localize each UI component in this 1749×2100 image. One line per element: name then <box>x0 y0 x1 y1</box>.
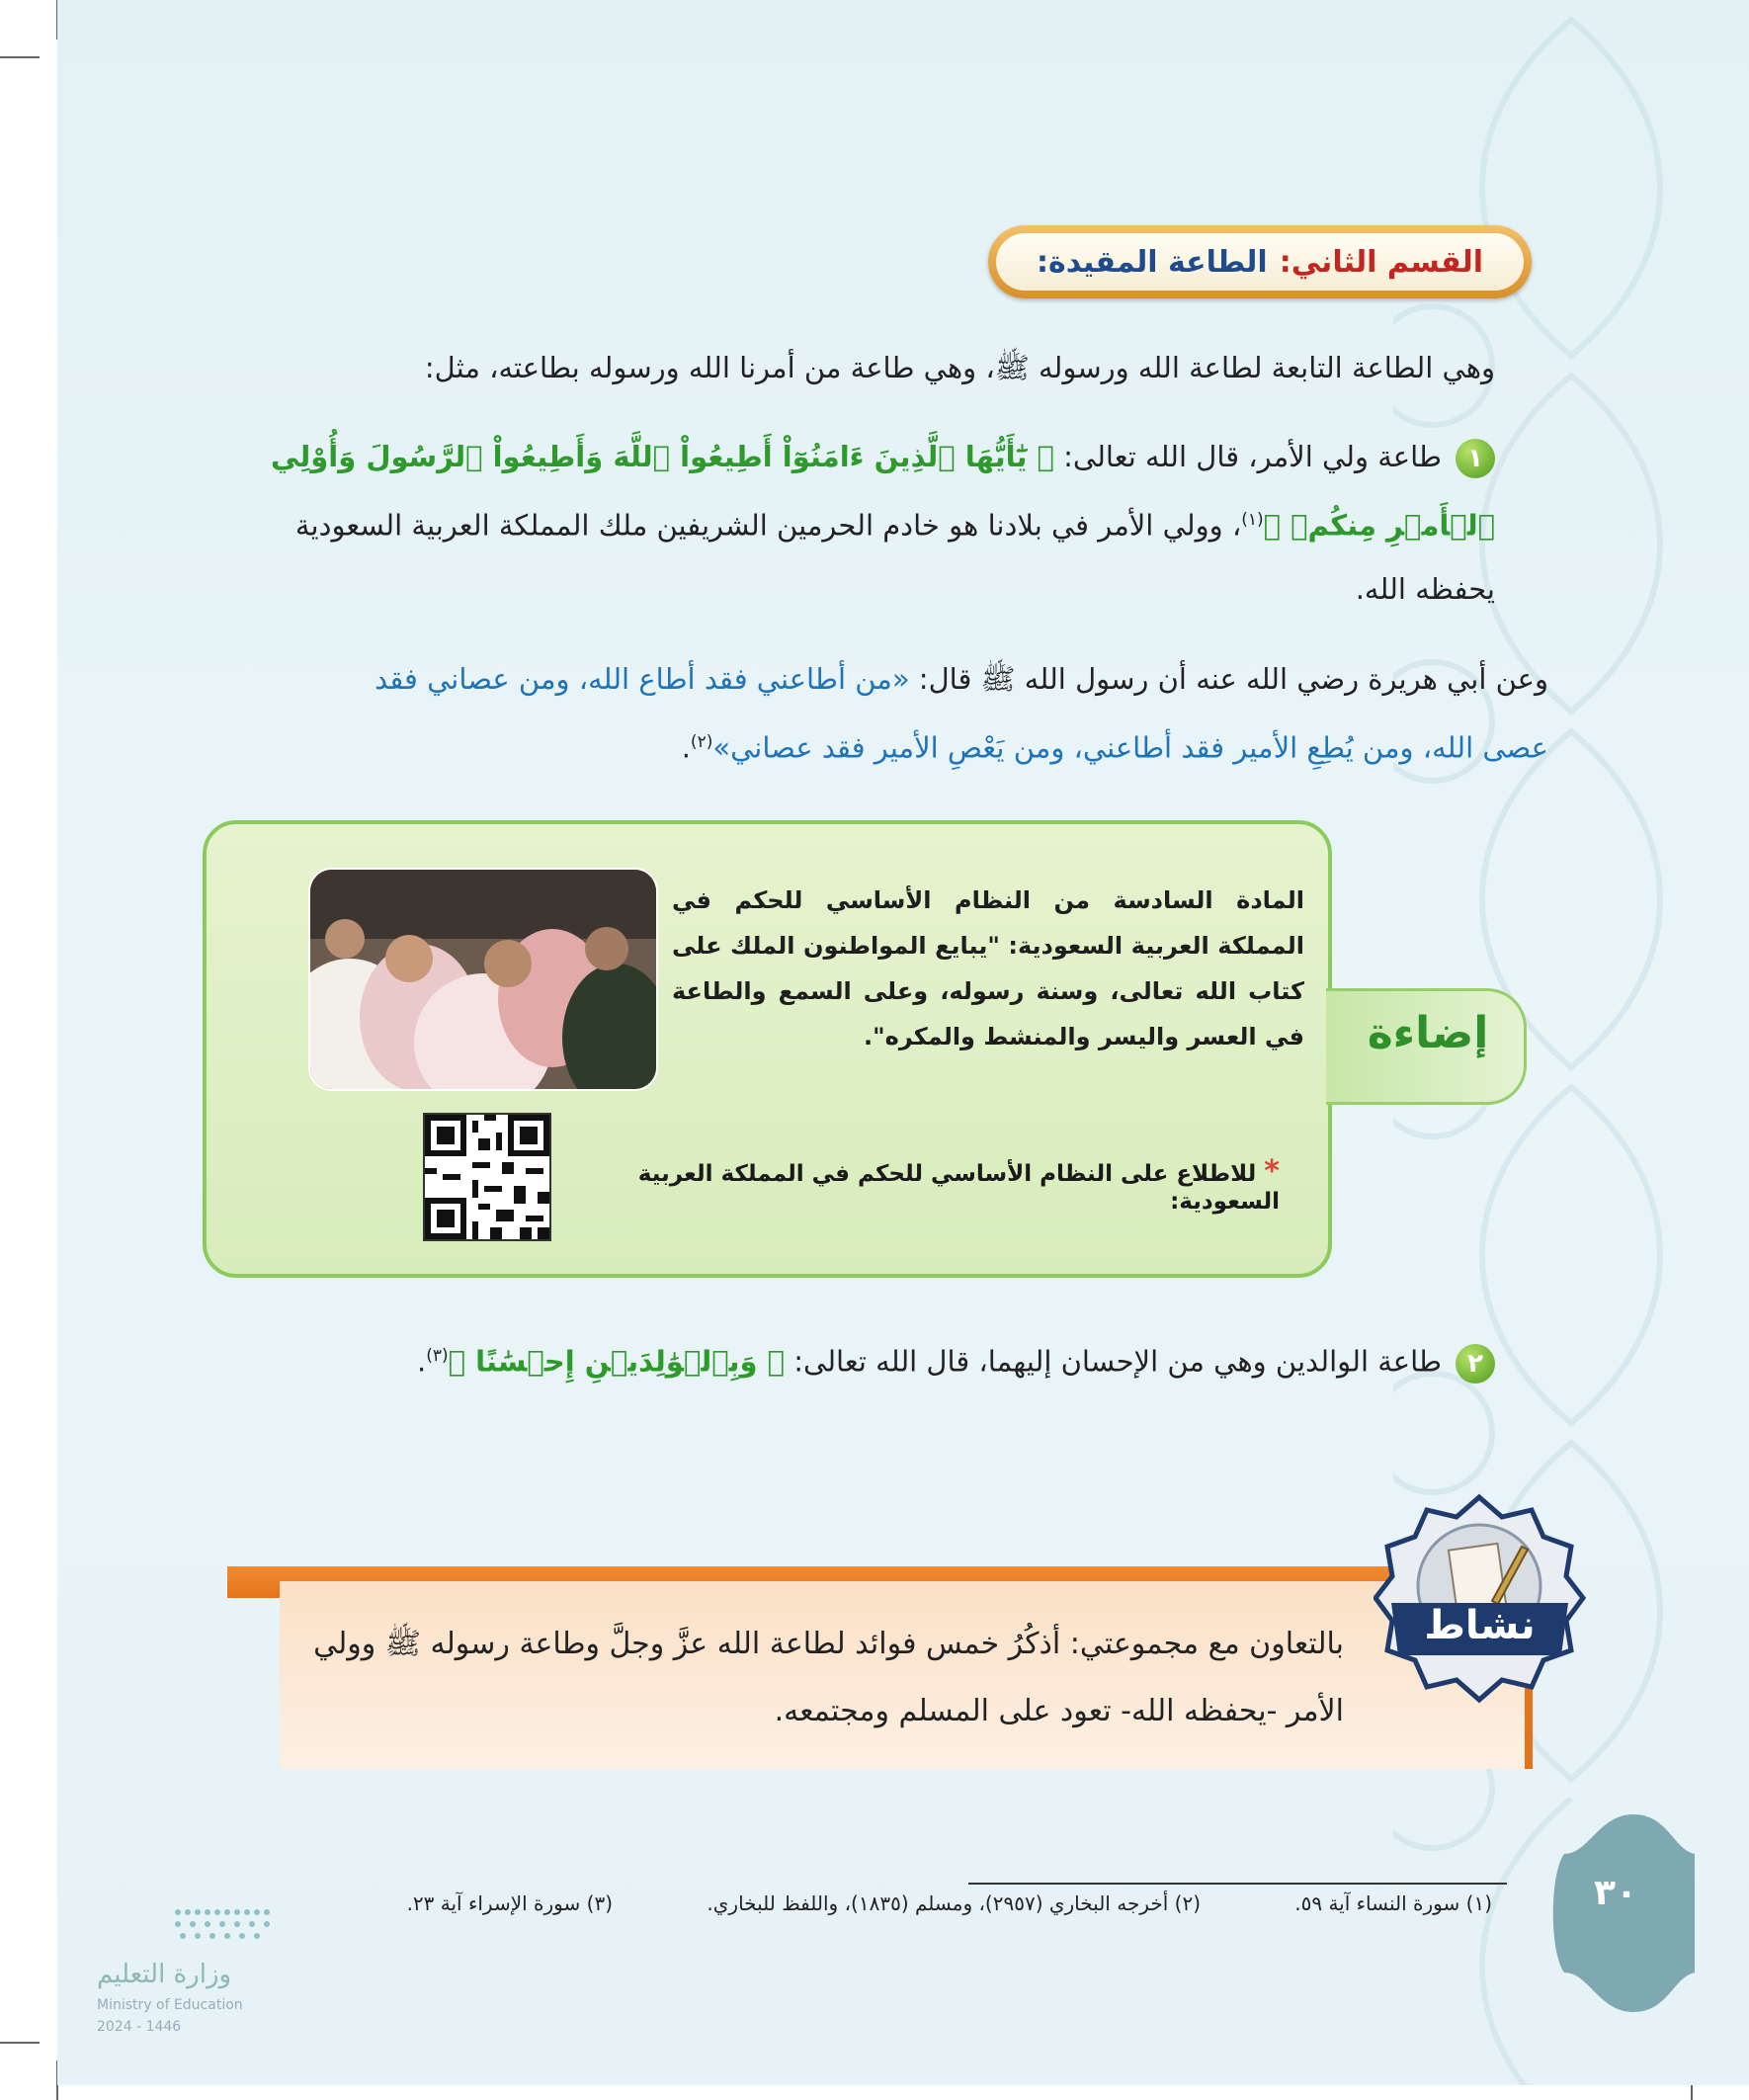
point-1 <box>255 425 1495 621</box>
ministry-logo-icon <box>168 1902 287 1952</box>
point-2 <box>255 1324 1495 1393</box>
footnote-ref-1: (١) <box>1241 510 1264 530</box>
point-2-lead: طاعة الوالدين وهي من الإحسان إليهما، قال الله تعالى: <box>793 1344 1442 1379</box>
asterisk: * <box>1264 1154 1280 1189</box>
crop-mark <box>0 56 40 58</box>
hadith-end: . <box>681 730 691 765</box>
point-number-2: ٢ <box>1456 1344 1495 1384</box>
hadith-text: «من أطاعني فقد أطاع الله، ومن عصاني فقد عصى الله، ومن يُطِعِ الأمير فقد أطاعني، ومن يَعْصِ الأمير فقد عصاني» <box>375 662 1548 765</box>
footnote-divider <box>968 1883 1507 1885</box>
intro-paragraph <box>260 336 1495 399</box>
photo-officials <box>308 868 658 1091</box>
activity-badge-icon <box>1374 1492 1586 1705</box>
footnote-3: (٣) سورة الإسراء آية ٢٣. <box>406 1891 613 1915</box>
section-title: الطاعة المقيدة: <box>1037 244 1268 280</box>
quran-verse-1: ﴿ يَٰٓأَيُّهَا ٱلَّذِينَ ءَامَنُوٓاْ أَطِيعُواْ ٱللَّهَ وَأَطِيعُواْ ٱلرَّسُولَ وَأُوْلِي ٱلۡأَمۡرِ مِنكُمۡ ﴾ <box>271 440 1495 543</box>
footnote-ref-3: (٣) <box>426 1346 449 1366</box>
ministry-name-ar: وزارة التعليم <box>97 1960 232 1989</box>
info-note <box>568 1154 1280 1215</box>
section-part-label: القسم الثاني: <box>1279 244 1484 280</box>
info-box-text: المادة السادسة من النظام الأساسي للحكم في المملكة العربية السعودية: "يبايع المواطنون الملك على كتاب الله تعالى، وسنة رسوله، وعلى السمع والطاعة في العسر واليسر والمنشط والمكره". <box>672 886 1304 1050</box>
point-number-1: ١ <box>1456 439 1495 478</box>
point-1-rest: ، وولي الأمر في بلادنا هو خادم الحرمين الشريفين ملك المملكة العربية السعودية يحفظه الله. <box>294 508 1495 606</box>
activity-text: بالتعاون مع مجموعتي: أذكُرُ خمس فوائد لطاعة الله عزَّ وجلَّ وطاعة رسوله ﷺ وولي الأمر -يحفظه الله- تعود على المسلم ومجتمعه. <box>313 1627 1344 1728</box>
info-note-text: للاطلاع على النظام الأساسي للحكم في المملكة العربية السعودية: <box>637 1161 1280 1215</box>
qr-code[interactable] <box>423 1113 551 1241</box>
point-1-lead: طاعة ولي الأمر، قال الله تعالى: <box>1063 440 1442 473</box>
footnote-2: (٢) أخرجه البخاري (٢٩٥٧)، ومسلم (١٨٣٥)، واللفظ للبخاري. <box>707 1891 1201 1915</box>
hadith-paragraph <box>343 647 1548 780</box>
activity-badge-label: نشاط <box>1424 1603 1536 1648</box>
hadith-lead: وعن أبي هريرة رضي الله عنه أن رسول الله ﷺ قال: <box>918 662 1548 696</box>
crop-mark <box>0 2042 40 2044</box>
footnote-ref-2: (٢) <box>690 732 713 752</box>
ministry-name-en: Ministry of Education <box>97 1997 243 2013</box>
point-2-end: . <box>417 1344 427 1379</box>
footnote-1: (١) سورة النساء آية ٥٩. <box>1294 1891 1492 1915</box>
intro-text: وهي الطاعة التابعة لطاعة الله ورسوله ﷺ، وهي طاعة من أمرنا الله ورسوله بطاعته، مثل: <box>424 351 1495 384</box>
section-title-pill <box>988 225 1532 298</box>
quran-verse-2: ﴿ وَبِٱلۡوَٰلِدَيۡنِ إِحۡسَٰنًا ﴾ <box>448 1344 786 1379</box>
ministry-year: 2024 - 1446 <box>97 2019 182 2035</box>
page-number: ٣٠ <box>1594 1873 1637 1913</box>
info-tab-label: إضاءة <box>1367 1008 1489 1058</box>
